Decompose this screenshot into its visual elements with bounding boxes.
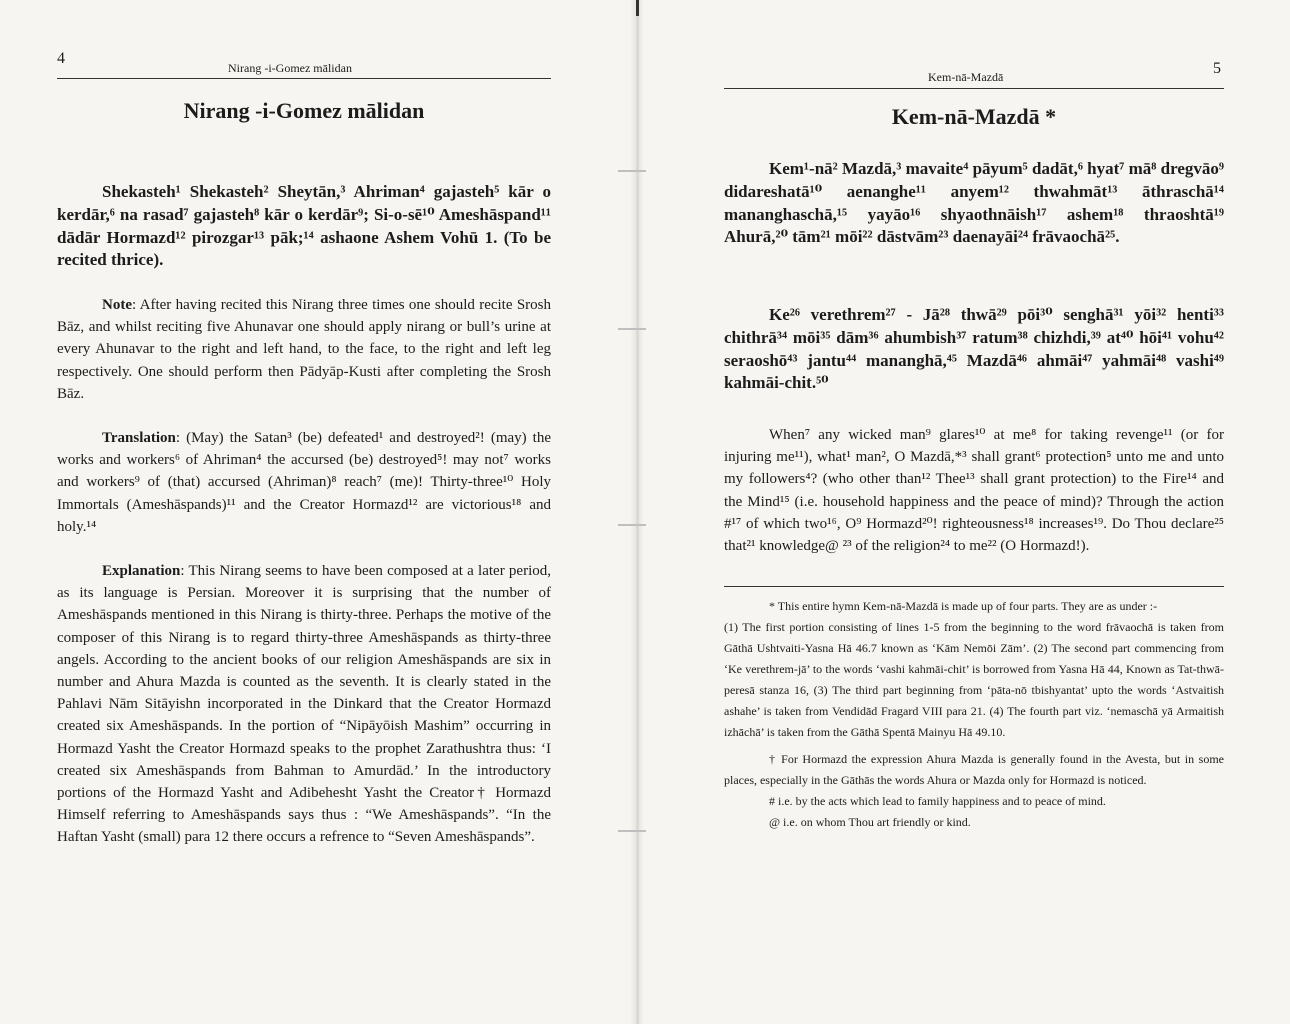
- explanation-text: : This Nirang seems to have been composed at a later period, as its language is Persian. Moreover it is surprising that the number of Ameshāspands mentioned in this Nirang is thirty-three. Perhaps the motive of the composer of this Nirang is to regard thirty-three Ameshāspands as thirty-three angels. According to the ancient books of our religion Ameshāspands are six in number and Ahura Mazda is counted as the seventh. It is clearly stated in the Pahlavi Nām Sitāyishn incorporated in the Dinkard that the Creator Hormazd created six Ameshāspands. In the portion of “Nipāyōish Mashim” occurring in Hormazd Yasht the Creator Hormazd speaks to the prophet Zarathushtra thus: ‘I created six Ameshāspands from Bahman to Amurdād.’ In the introductory portions of the Hormazd Yasht and Adibehesht Yasht the Creator† Hormazd Himself referring to Ameshāspands says thus : “We Ameshāspands”. “In the Haftan Yasht (small) para 12 there occurs a refrence to “Seven Ameshāspands”.: [57, 563, 551, 846]
- left-page: [0, 0, 638, 1024]
- note-label: Note: [102, 297, 132, 313]
- page-title: Nirang -i-Gomez mālidan: [183, 98, 425, 123]
- explanation-label: Explanation: [102, 563, 181, 579]
- explanation-paragraph: [57, 560, 551, 849]
- translation-text: : (May) the Satan³ (be) defeated¹ and destroyed²! (may) the works and workers⁶ of Ahriman⁴ the accursed (be) destroyed⁵! may not⁷ works and workers⁹ of (that) accursed (Ahriman)⁸ reach⁷ (me)! Thirty-three¹⁰ Holy Immortals (Ameshāspands)¹¹ and the Creator Hormazd¹² are victorious¹⁸ and holy.¹⁴: [57, 430, 551, 535]
- page-number: 4: [57, 50, 65, 67]
- translation-label: Translation: [102, 430, 176, 446]
- footnote-hash: # i.e. by the acts which lead to family happiness and to peace of mind.: [769, 794, 1106, 808]
- hymn-translation: When⁷ any wicked man⁹ glares¹⁰ at me⁸ for taking revenge¹¹ (or for injuring me¹¹), what¹ man², O Mazdā,*³ shall grant⁶ protection⁵ unto me and unto my followers⁴? (who other than¹² Thee¹³ shall grant protection) to the Fire¹⁴ and the Mind¹⁵ (i.e. household happiness and the peace of mind)? Through the action #¹⁷ of which two¹⁶, O⁹ Hormazd²⁰! righteousness¹⁸ increases¹⁹. Do Thou declare²⁵ that²¹ knowledge@ ²³ of the religion²⁴ to me²² (O Hormazd!).: [724, 427, 1224, 555]
- spine-mark: [636, 0, 639, 16]
- footnote-star: * This entire hymn Kem-nā-Mazdā is made up of four parts. They are as under :-: [769, 599, 1158, 613]
- note-paragraph: [57, 294, 551, 405]
- page-number: 5: [1213, 60, 1221, 77]
- footnotes: [724, 596, 1224, 833]
- footnote-parts: (1) The first portion consisting of lines 1-5 from the beginning to the word frāvaochā is taken from Gāthā Ushtvaiti-Yasna Hā 46.7 known as ‘Kām Nemōi Zām’. (2) The second part commencing from ‘Ke verethrem-jā’ to the words ‘vashi kahmāi-chit’ is borrowed from Yasna Hā 44, Known as Tat-thwā-peresā stanza 16, (3) The third part beginning from ‘pāta-nō tbishyantat’ upto the words ‘Astvaitish ashahe’ is taken from Vendidād Fragard VIII para 21. (4) The fourth part viz. ‘nemaschā yā Armaitish izhāchā’ is taken from the Gāthā Spentā Mainyu Hā 49.10.: [724, 620, 1224, 739]
- running-head: Nirang -i-Gomez mālidan: [228, 61, 352, 75]
- header-rule: [724, 88, 1224, 89]
- header-rule: [57, 78, 551, 79]
- footnote-rule: [724, 586, 1224, 587]
- footnote-dagger: † For Hormazd the expression Ahura Mazda is generally found in the Avesta, but in some places, especially in the Gāthās the words Ahura or Mazda only for Hormazd is noticed.: [724, 752, 1224, 787]
- invocation-text: Shekasteh¹ Shekasteh² Sheytān,³ Ahriman⁴ gajasteh⁵ kār o kerdār,⁶ na rasad⁷ gajasteh⁸ kār o kerdār⁹; Si-o-sē¹⁰ Ameshāspand¹¹ dādār Hormazd¹² pirozgar¹³ pāk;¹⁴ ashaone Ashem Vohū 1. (To be recited thrice).: [57, 182, 551, 270]
- footnote-at: @ i.e. on whom Thou art friendly or kind.: [769, 815, 971, 829]
- page-title: Kem-nā-Mazdā *: [891, 104, 1057, 129]
- right-page: [640, 0, 1290, 1024]
- avesta-verse-1: Kem¹-nā² Mazdā,³ mavaite⁴ pāyum⁵ dadāt,⁶ hyat⁷ mā⁸ dregvāo⁹ didareshatā¹⁰ aenanghe¹¹ anyem¹² thwahmāt¹³ āthraschā¹⁴ mananghaschā,¹⁵ yayāo¹⁶ shyaothnāish¹⁷ ashem¹⁸ thraoshtā¹⁹ Ahurā,²⁰ tām²¹ mōi²² dāstvām²³ daenayāi²⁴ frāvaochā²⁵.: [724, 159, 1224, 247]
- running-head: Kem-nā-Mazdā: [928, 70, 1004, 84]
- translation-paragraph: [57, 427, 551, 538]
- note-text: : After having recited this Nirang three times one should recite Srosh Bāz, and whilst reciting five Ahunavar one should apply nirang or bull’s urine at every Ahunavar to the right and left hand, to the face, to the right and left leg respectively. One should perform then Pādyāp-Kusti after completing the Srosh Bāz.: [57, 297, 551, 402]
- avesta-verse-2: Ke²⁶ verethrem²⁷ - Jā²⁸ thwā²⁹ pōi³⁰ senghā³¹ yōi³² henti³³ chithrā³⁴ mōi³⁵ dām³⁶ ahumbish³⁷ ratum³⁸ chizhdi,³⁹ at⁴⁰ hōi⁴¹ vohu⁴² seraoshō⁴³ jantu⁴⁴ mananghā,⁴⁵ Mazdā⁴⁶ ahmāi⁴⁷ yahmāi⁴⁸ vashi⁴⁹ kahmāi-chit.⁵⁰: [724, 305, 1224, 393]
